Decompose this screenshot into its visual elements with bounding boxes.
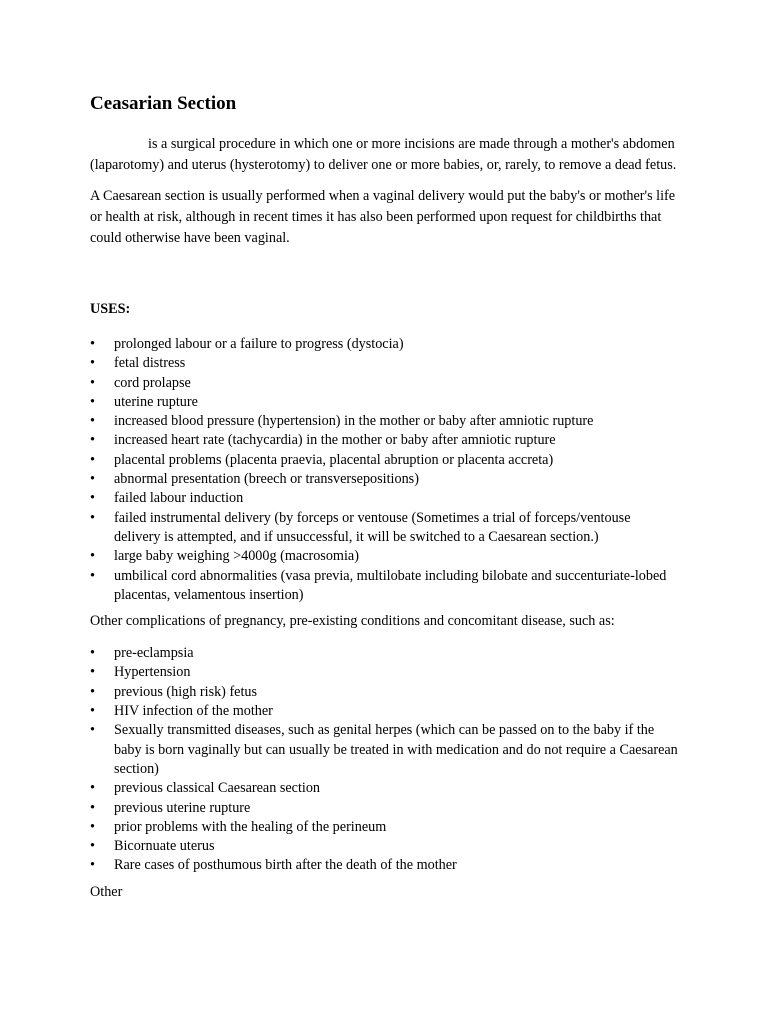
list-item [90,374,680,393]
bullet-icon: • [90,432,95,449]
bullet-icon: • [90,509,95,526]
bullet-icon: • [90,683,95,700]
bullet-icon: • [90,818,95,835]
list-item-text: pre-eclampsia [114,645,194,662]
list-item-text: prolonged labour or a failure to progress (dystocia) [114,336,404,352]
bullet-icon: • [90,490,95,507]
other-conditions-list [90,644,680,876]
list-item [90,451,680,470]
list-item [90,837,680,856]
list-item [90,856,680,875]
list-item-text: failed instrumental delivery (by forceps or ventouse (Sometimes a trial of forceps/ventouse delivery is attempted, and if unsuccessful, it will be switched to a Caesarean section.) [114,509,631,545]
document-title: Ceasarian Section [90,93,237,114]
list-item-text: Sexually transmitted diseases, such as genital herpes (which can be passed on to the baby if the baby is born vaginally but can usually be treated in with medication and do not require a Caesarean section) [114,722,678,777]
bullet-icon: • [90,857,95,874]
list-item-text: HIV infection of the mother [114,703,273,720]
bullet-icon: • [90,664,95,681]
list-item [90,431,680,450]
list-item [90,547,680,566]
list-item-text: previous classical Caesarean section [114,780,321,797]
list-item [90,663,680,682]
list-item-text: uterine rupture [114,393,198,410]
list-item-text: previous uterine rupture [114,799,251,816]
second-paragraph: A Caesarean section is usually performed when a vaginal delivery would put the baby's or mother's life or health at risk, although in recent times it has also been performed upon request for childbirths that could otherwise have been vaginal. [90,188,676,246]
bullet-icon: • [90,374,95,391]
list-item-text: previous (high risk) fetus [114,683,258,700]
list-item-text: failed labour induction [114,490,244,507]
bullet-icon: • [90,471,95,488]
list-item-text: placental problems (placenta praevia, placental abruption or placenta accreta) [114,451,554,468]
trailing-text: Other [90,883,123,900]
list-item [90,644,680,663]
bullet-icon: • [90,548,95,565]
intro-paragraph: is a surgical procedure in which one or more incisions are made through a mother's abdomen (laparotomy) and uterus (hysterotomy) to deliver one or more babies, or, rarely, to remove a dead fetus. [90,136,677,173]
uses-heading: USES: [90,301,131,317]
list-item [90,354,680,373]
list-item-text: abnormal presentation (breech or transversepositions) [114,471,419,488]
bullet-icon: • [90,799,95,816]
list-item-text: Hypertension [114,664,191,681]
list-item [90,702,680,721]
bullet-icon: • [90,393,95,410]
list-item [90,683,680,702]
list-item-text: umbilical cord abnormalities (vasa previa, multilobate including bilobate and succenturiate-lobed placentas, velamentous insertion) [114,567,667,603]
list-item-text: fetal distress [114,355,186,372]
bullet-icon: • [90,838,95,855]
list-item-text: increased heart rate (tachycardia) in the mother or baby after amniotic rupture [114,432,556,449]
list-item [90,489,680,508]
document-page [90,90,680,903]
list-item [90,412,680,431]
bullet-icon: • [90,780,95,797]
list-item-text: large baby weighing >4000g (macrosomia) [114,548,359,565]
bullet-icon: • [90,336,95,352]
list-item-text: prior problems with the healing of the perineum [114,818,387,835]
list-item [90,818,680,837]
list-item [90,393,680,412]
bullet-icon: • [90,722,95,739]
list-item [90,799,680,818]
uses-list [90,335,680,605]
list-item [90,721,680,779]
bullet-icon: • [90,413,95,430]
list-item-text: cord prolapse [114,374,191,391]
list-item [90,567,680,606]
bullet-icon: • [90,567,95,584]
list-item [90,779,680,798]
list-item [90,509,680,548]
list-item [90,470,680,489]
list-item [90,335,680,354]
list-item-text: Rare cases of posthumous birth after the death of the mother [114,857,457,874]
bullet-icon: • [90,645,95,662]
bullet-icon: • [90,703,95,720]
bullet-icon: • [90,355,95,372]
list-item-text: increased blood pressure (hypertension) in the mother or baby after amniotic rupture [114,413,594,430]
bullet-icon: • [90,451,95,468]
list-item-text: Bicornuate uterus [114,838,215,855]
other-complications-intro: Other complications of pregnancy, pre-existing conditions and concomitant disease, such as: [90,613,615,630]
